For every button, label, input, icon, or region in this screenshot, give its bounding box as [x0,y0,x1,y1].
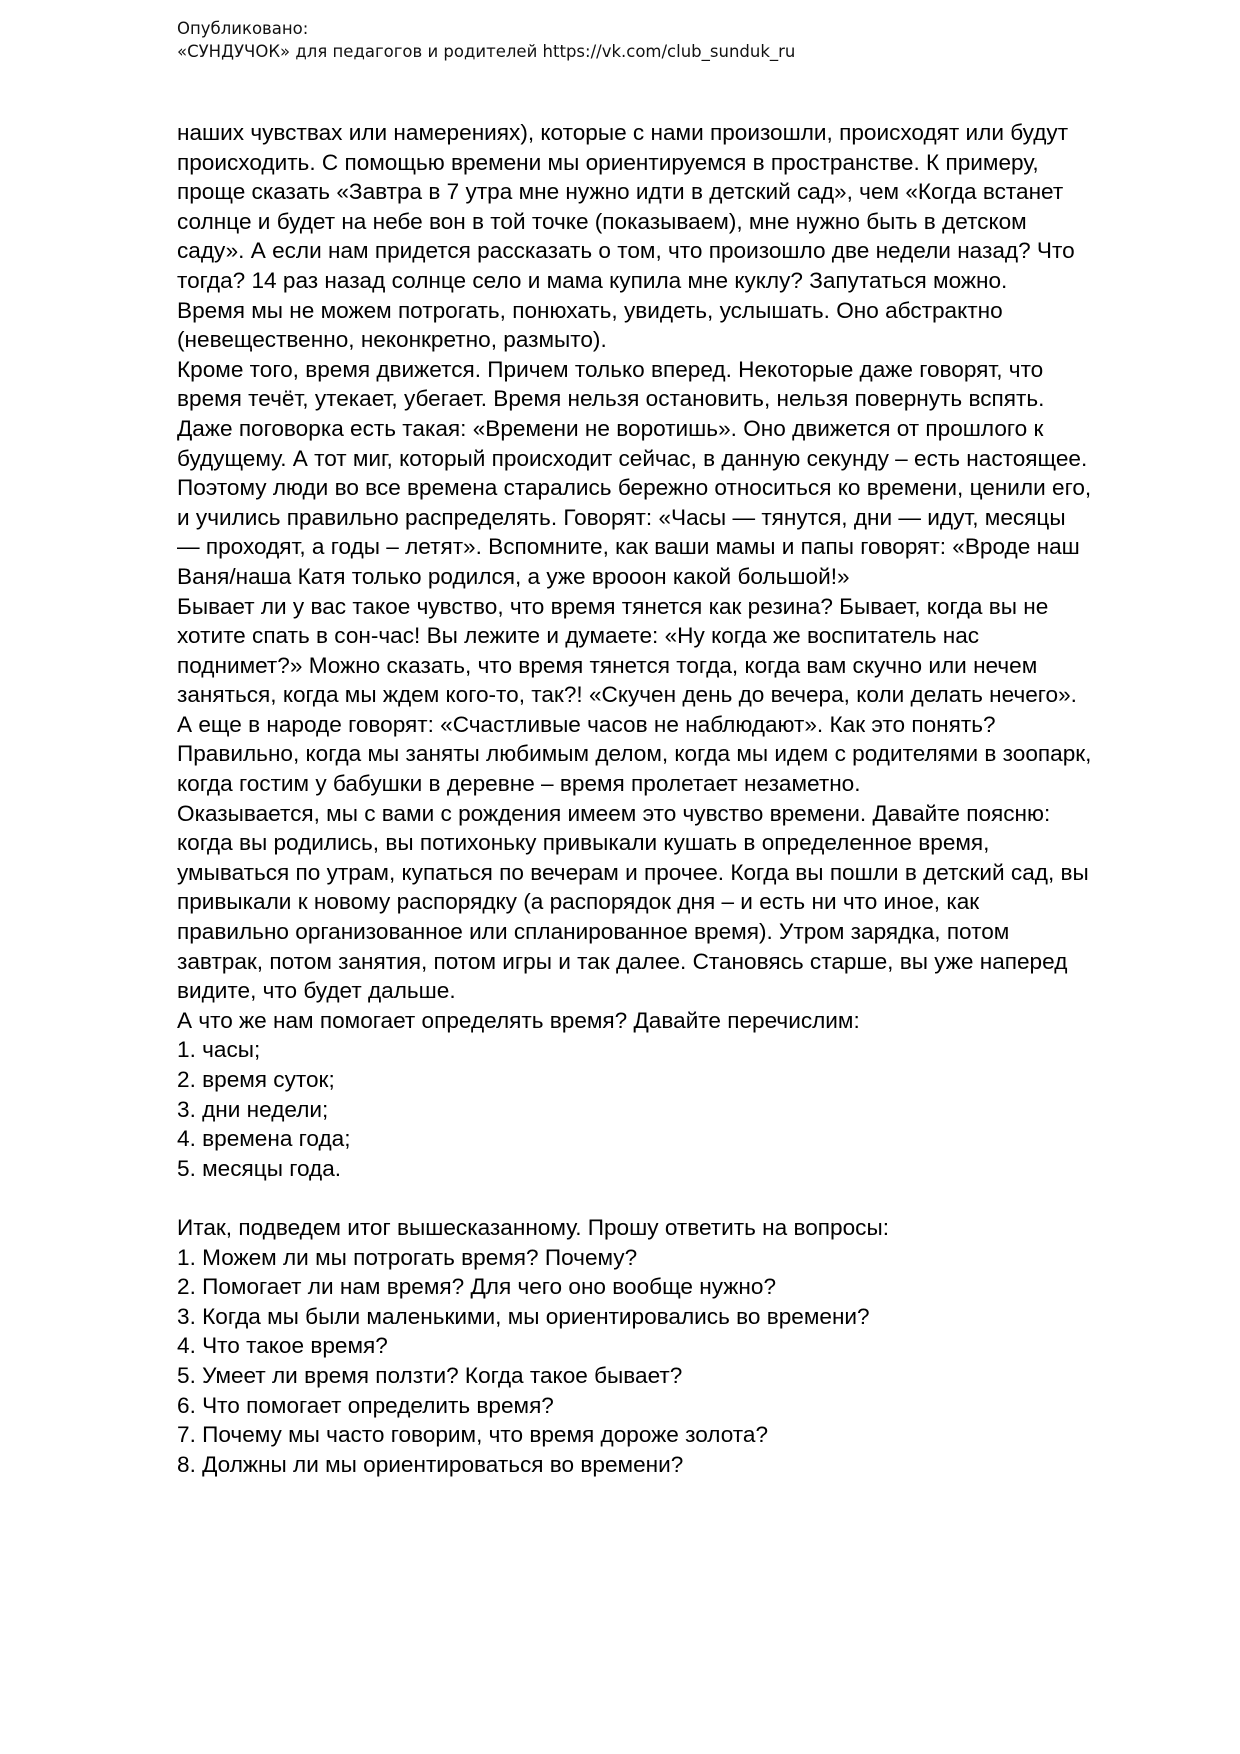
text-line: Поэтому люди во все времена старались бережно относиться ко времени, ценили его, [177,475,1092,501]
text-line: правильно организованное или спланированное время). Утром зарядка, потом [177,919,1010,945]
list-item: 1. часы; [177,1037,261,1063]
text-line: поднимет?» Можно сказать, что время тянется тогда, когда вам скучно или нечем [177,652,1038,678]
document-body [177,118,1167,1479]
question-item: 3. Когда мы были маленькими, мы ориентировались во времени? [177,1303,870,1329]
source-line: «СУНДУЧОК» для педагогов и родителей https://vk.com/club_sunduk_ru [177,42,796,61]
text-line: А еще в народе говорят: «Счастливые часов не наблюдают». Как это понять? [177,711,996,737]
question-item: 2. Помогает ли нам время? Для чего оно вообще нужно? [177,1274,777,1300]
text-line: происходить. С помощью времени мы ориентируемся в пространстве. К примеру, [177,149,1039,175]
text-line: Правильно, когда мы заняты любимым делом, когда мы идем с родителями в зоопарк, [177,741,1092,767]
summary-intro: Итак, подведем итог вышесказанному. Прошу ответить на вопросы: [177,1214,889,1240]
text-line: когда гостим у бабушки в деревне – время пролетает незаметно. [177,771,861,797]
text-line: Бывает ли у вас такое чувство, что время тянется как резина? Бывает, когда вы не [177,593,1049,619]
text-line: наших чувствах или намерениях), которые с нами произошли, происходят или будут [177,120,1069,145]
text-line: видите, что будет дальше. [177,978,456,1004]
question-item: 8. Должны ли мы ориентироваться во времени? [177,1451,684,1477]
text-line: умываться по утрам, купаться по вечерам и прочее. Когда вы пошли в детский сад, вы [177,859,1089,885]
text-line: Оказывается, мы с вами с рождения имеем это чувство времени. Давайте поясню: [177,800,1051,826]
text-line: тогда? 14 раз назад солнце село и мама купила мне куклу? Запутаться можно. [177,267,1008,293]
text-line: проще сказать «Завтра в 7 утра мне нужно идти в детский сад», чем «Когда встанет [177,179,1064,205]
question-item: 7. Почему мы часто говорим, что время дороже золота? [177,1422,769,1448]
list-item: 4. времена года; [177,1126,351,1152]
question-item: 5. Умеет ли время ползти? Когда такое бывает? [177,1362,683,1388]
text-line: — проходят, а годы – летят». Вспомните, как ваши мамы и папы говорят: «Вроде наш [177,534,1080,560]
text-line: будущему. А тот миг, который происходит сейчас, в данную секунду – есть настоящее. [177,445,1088,471]
text-line: Время мы не можем потрогать, понюхать, увидеть, услышать. Оно абстрактно [177,297,1003,323]
text-line: А что же нам помогает определять время? Давайте перечислим: [177,1007,860,1033]
list-item: 3. дни недели; [177,1096,329,1122]
paragraph-gap [177,1183,1167,1213]
text-line: и учились правильно распределять. Говорят: «Часы — тянутся, дни — идут, месяцы [177,504,1066,530]
text-line: заняться, когда мы ждем кого-то, так?! «Скучен день до вечера, коли делать нечего». [177,682,1077,708]
question-item: 4. Что такое время? [177,1333,388,1359]
text-line: (невещественно, неконкретно, размыто). [177,327,607,353]
question-item: 6. Что помогает определить время? [177,1392,554,1418]
publication-header [177,17,1177,63]
summary-questions [177,1213,1167,1479]
text-line: солнце и будет на небе вон в той точке (показываем), мне нужно быть в детском [177,208,1027,234]
text-line: Кроме того, время движется. Причем только вперед. Некоторые даже говорят, что [177,356,1044,382]
text-line: саду». А если нам придется рассказать о том, что произошло две недели назад? Что [177,238,1075,264]
list-item: 5. месяцы года. [177,1155,342,1181]
question-item: 1. Можем ли мы потрогать время? Почему? [177,1244,638,1270]
text-line: привыкали к новому распорядку (а распорядок дня – и есть ни что иное, как [177,889,980,915]
text-line: время течёт, утекает, убегает. Время нельзя остановить, нельзя повернуть вспять. [177,386,1045,412]
text-line: когда вы родились, вы потихоньку привыкали кушать в определенное время, [177,830,990,856]
published-label: Опубликовано: [177,19,309,38]
text-line: завтрак, потом занятия, потом игры и так далее. Становясь старше, вы уже наперед [177,948,1068,974]
list-item: 2. время суток; [177,1067,335,1092]
text-line: Ваня/наша Катя только родился, а уже врооон какой большой!» [177,563,850,589]
text-line: Даже поговорка есть такая: «Времени не воротишь». Оно движется от прошлого к [177,415,1044,441]
body-text [177,118,1167,1183]
text-line: хотите спать в сон-час! Вы лежите и думаете: «Ну когда же воспитатель нас [177,623,980,649]
